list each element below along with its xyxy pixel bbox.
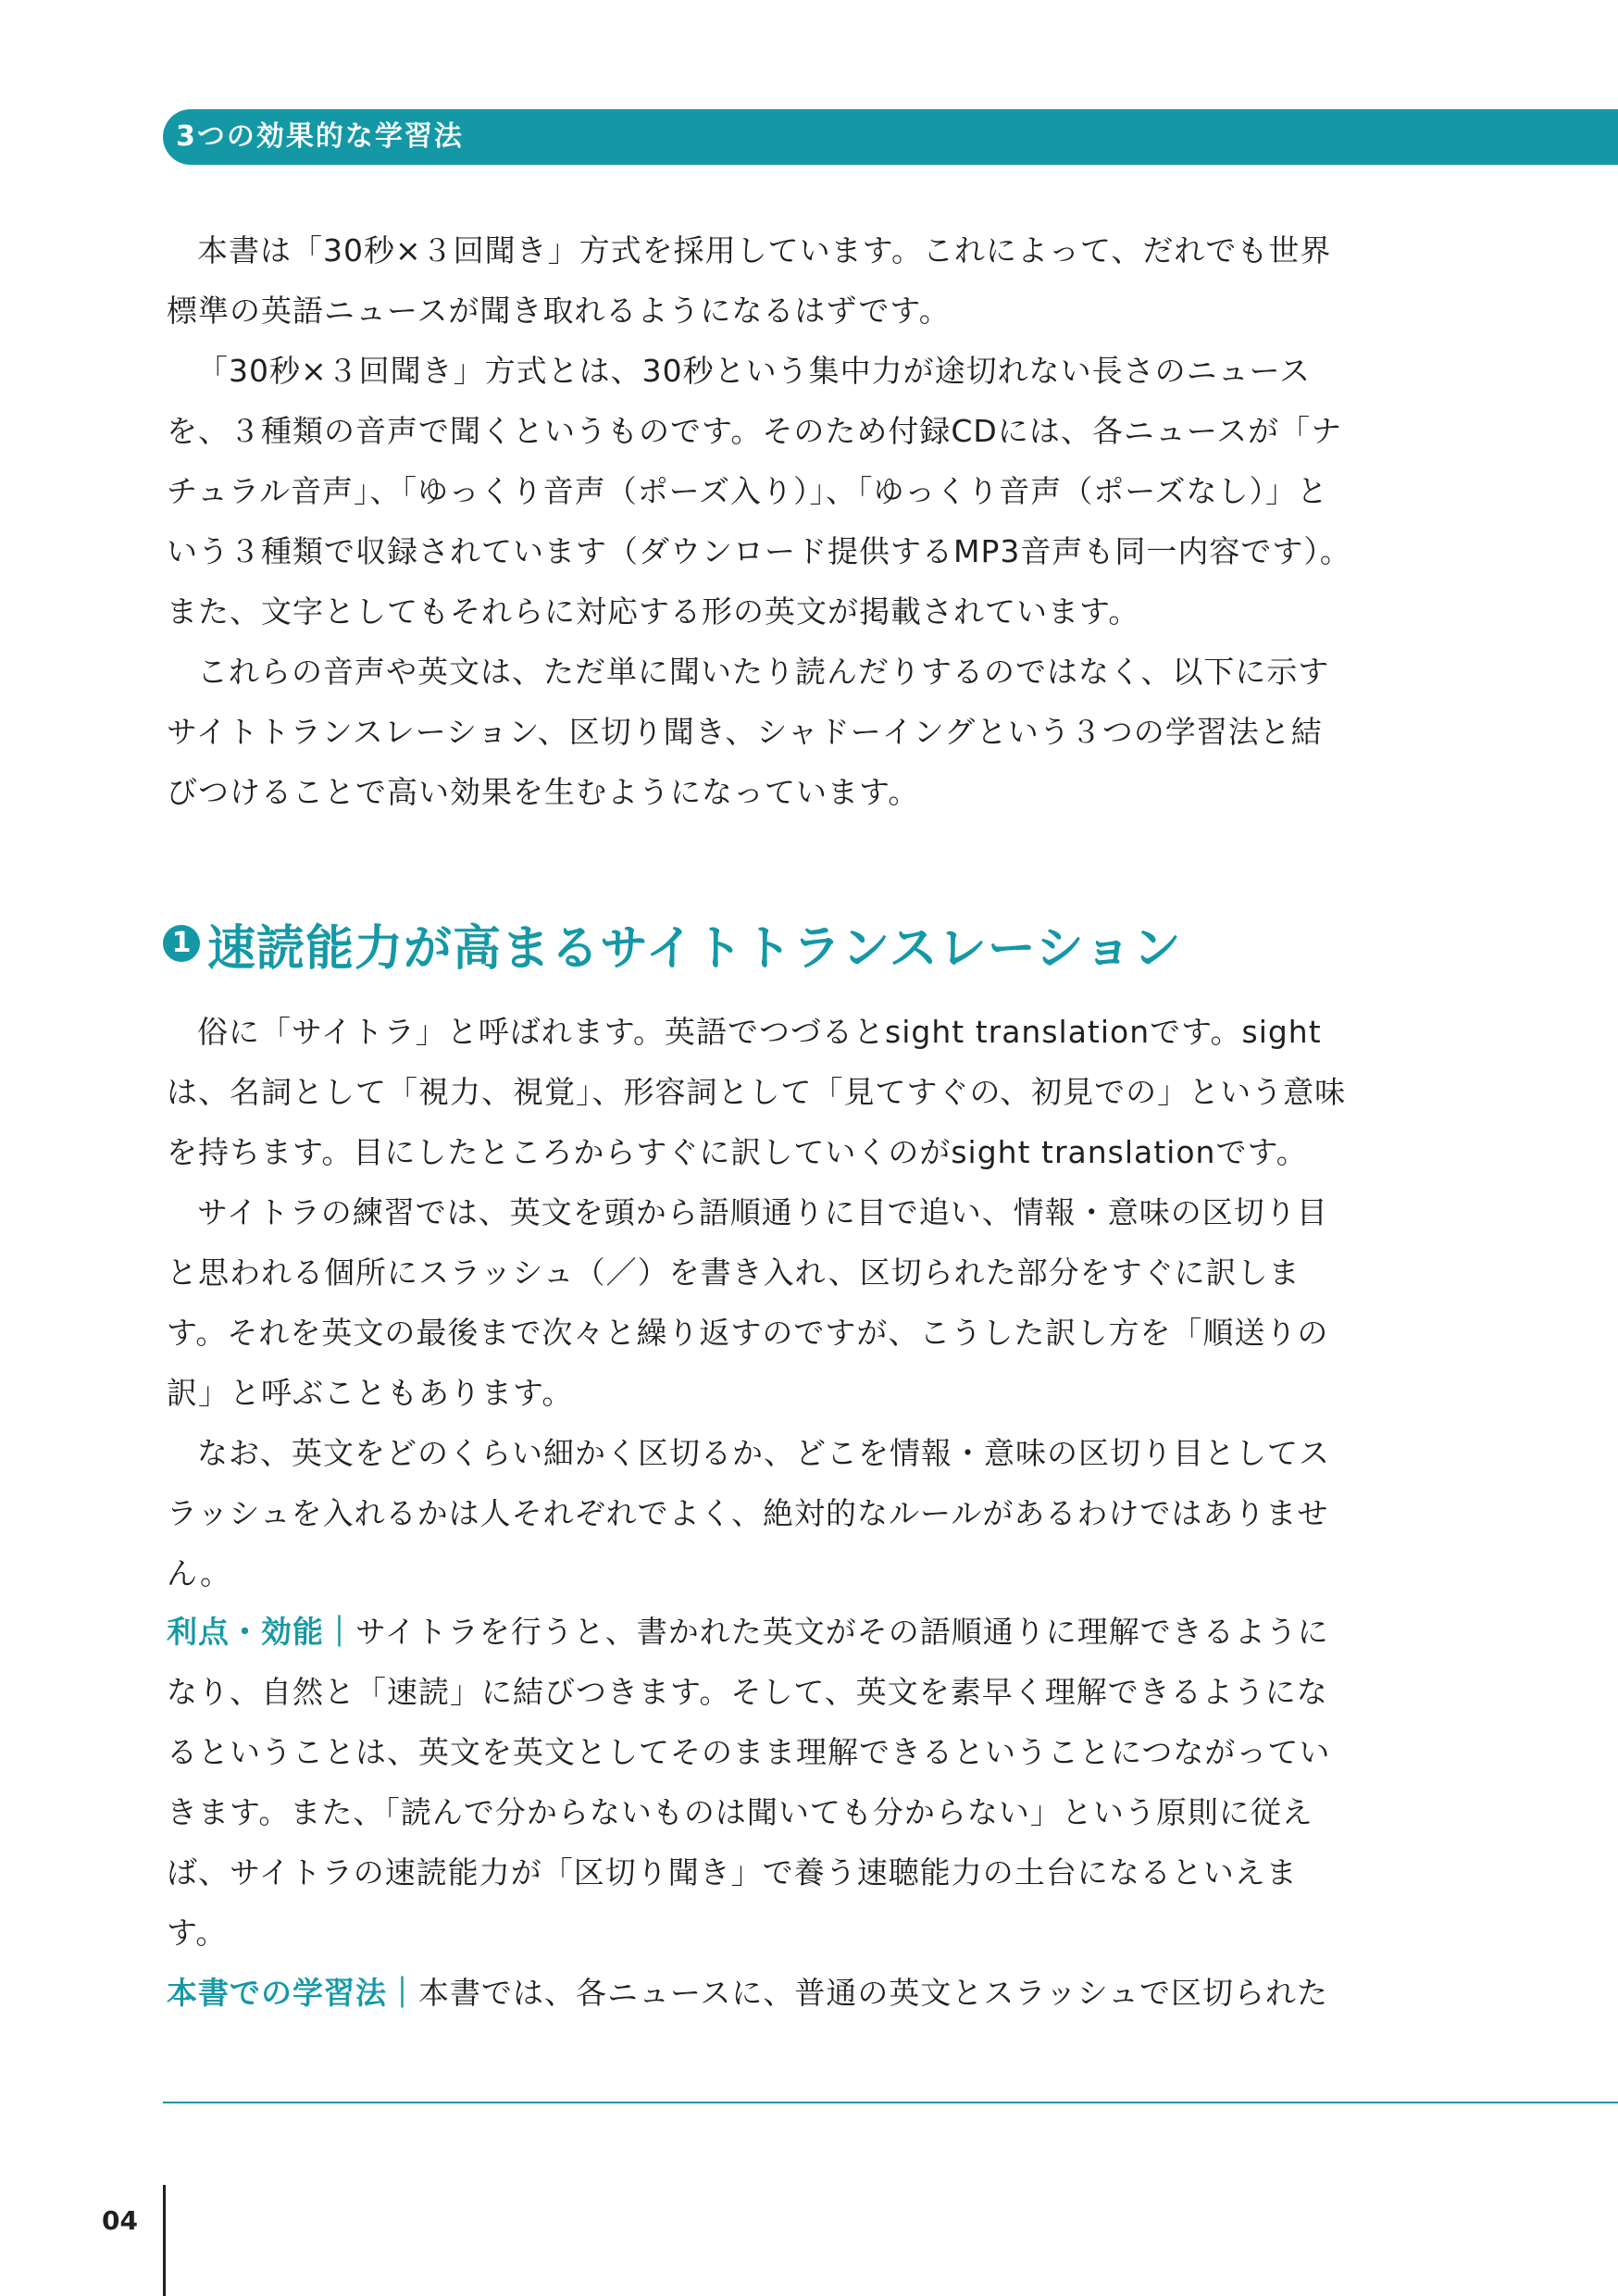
method-label: 本書での学習法 — [167, 1975, 387, 2011]
benefit-paragraph — [167, 1602, 1351, 1963]
section-number-badge: 1 — [163, 925, 200, 962]
label-separator: ｜ — [324, 1614, 355, 1650]
section-paragraph-3: なお、英文をどのくらい細かく区切るか、どこを情報・意味の区切り目としてスラッシュを入れるかは人それぞれでよく、絶対的なルールがあるわけではありません。 — [167, 1435, 1330, 1591]
method-text: 本書では、各ニュースに、普通の英文とスラッシュで区切られた — [418, 1975, 1329, 2011]
footer-rule — [163, 2102, 1618, 2103]
page-number: 04 — [102, 2205, 138, 2236]
intro-paragraph-1: 本書は「30秒×３回聞き」方式を採用しています。これによって、だれでも世界標準の英語ニュースが聞き取れるようになるはずです。 — [167, 232, 1332, 329]
chapter-title: 3つの効果的な学習法 — [176, 120, 464, 153]
benefit-text: サイトラを行うと、書かれた英文がその語順通りに理解できるようになり、自然と「速読」に結びつきます。そして、英文を素早く理解できるようになるということは、英文を英文としてそのまま理解できるということにつながっていきます。また、「読んで分からないものは聞いても分からない」という原則に従えば、サイトラの速読能力が「区切り聞き」で養う速聴能力の土台になるといえます。 — [167, 1614, 1331, 1951]
label-separator: ｜ — [387, 1975, 418, 2011]
intro-paragraph-2: 「30秒×３回聞き」方式とは、30秒という集中力が途切れない長さのニュースを、３種類の音声で聞くというものです。そのため付録CDには、各ニュースが「ナチュラル音声」、「ゆっくり音声（ポーズ入り）」、「ゆっくり音声（ポーズなし）」という３種類で収録されています（ダウンロード提供するMP3音声も同一内容です）。また、文字としてもそれらに対応する形の英文が掲載されています。 — [167, 353, 1351, 630]
section-paragraph-1: 俗に「サイトラ」と呼ばれます。英語でつづるとsight translationです。sightは、名詞として「視力、視覚」、形容詞として「見てすぐの、初見での」という意味を持ちます。目にしたところからすぐに訳していくのがsight translationです。 — [167, 1014, 1347, 1170]
benefit-label: 利点・効能 — [167, 1614, 324, 1650]
section-heading — [163, 909, 1182, 978]
method-paragraph — [167, 1963, 1351, 2023]
page-number-rule — [163, 2185, 166, 2296]
section-paragraph-2: サイトラの練習では、英文を頭から語順通りに目で追い、情報・意味の区切り目と思われる個所にスラッシュ（／）を書き入れ、区切られた部分をすぐに訳します。それを英文の最後まで次々と繰り返すのですが、こうした訳し方を「順送りの訳」と呼ぶこともあります。 — [167, 1194, 1329, 1411]
section-title: 速読能力が高まるサイトトランスレーション — [207, 920, 1182, 977]
intro-paragraph-3: これらの音声や英文は、ただ単に聞いたり読んだりするのではなく、以下に示すサイトトランスレーション、区切り聞き、シャドーイングという３つの学習法と結びつけることで高い効果を生むようになっています。 — [167, 654, 1330, 810]
